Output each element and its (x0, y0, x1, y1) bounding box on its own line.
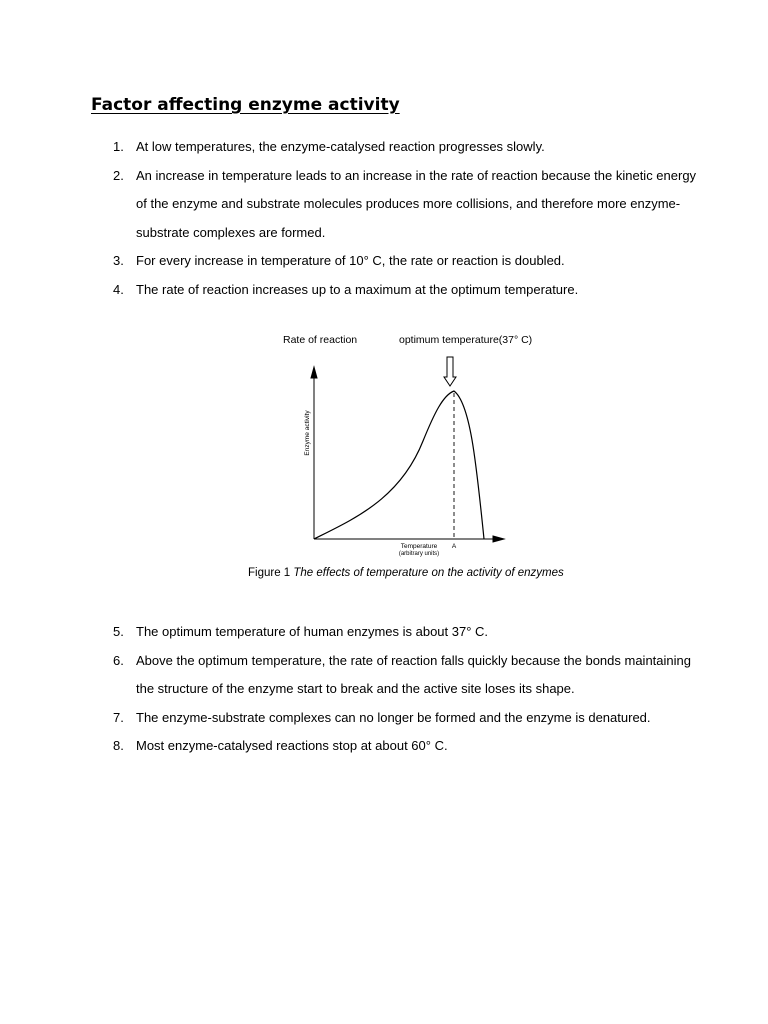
item-text: An increase in temperature leads to an increase in the rate of reaction because the kinetic energy of the enzyme and substrate molecules produces more collisions, and therefore more enzyme-substrate complexes are formed. (136, 167, 697, 240)
x-axis-label: Temperature (400, 543, 438, 550)
item-number: 8. (113, 738, 124, 753)
figure-label-rate: Rate of reaction (283, 334, 358, 346)
y-axis (311, 367, 317, 539)
item-text: Most enzyme-catalysed reactions stop at about 60° C. (136, 738, 448, 753)
item-number: 2. (113, 167, 124, 183)
list-item (0, 162, 768, 248)
item-text: At low temperatures, the enzyme-catalysed reaction progresses slowly. (136, 139, 545, 154)
down-arrow-icon (444, 357, 456, 386)
y-axis-label: Enzyme activity (304, 410, 311, 456)
figure-label-optimum: optimum temperature(37° C) (399, 334, 533, 346)
list-item (0, 276, 768, 305)
item-number: 6. (113, 652, 124, 668)
points-list-1 (0, 133, 768, 304)
item-number: 3. (113, 253, 124, 268)
optimum-point-label: A (451, 543, 457, 550)
item-text: The rate of reaction increases up to a maximum at the optimum temperature. (136, 281, 579, 297)
list-item (0, 618, 768, 647)
item-number: 1. (113, 139, 124, 154)
item-text: The enzyme-substrate complexes can no longer be formed and the enzyme is denatured. (136, 709, 651, 725)
enzyme-temperature-figure (0, 326, 768, 586)
list-item (0, 133, 768, 162)
list-item (0, 247, 768, 276)
item-number: 7. (113, 709, 124, 725)
enzyme-activity-curve (314, 391, 484, 539)
page-title: Factor affecting enzyme activity (91, 95, 400, 115)
list-item (0, 732, 768, 761)
figure-caption-prefix: Figure 1 (248, 567, 291, 579)
item-number: 4. (113, 281, 124, 297)
list-item (0, 647, 768, 704)
figure-caption (248, 567, 564, 579)
x-axis (314, 536, 504, 542)
item-text: For every increase in temperature of 10° C, the rate or reaction is doubled. (136, 253, 565, 268)
points-list-2 (0, 618, 768, 761)
item-text: Above the optimum temperature, the rate of reaction falls quickly because the bonds maintaining the structure of the enzyme start to break and the active site loses its shape. (136, 652, 691, 696)
item-text: The optimum temperature of human enzymes is about 37° C. (136, 624, 489, 639)
list-item (0, 704, 768, 733)
item-number: 5. (113, 624, 124, 639)
figure-caption-text: The effects of temperature on the activity of enzymes (293, 567, 564, 579)
x-axis-label-units: (arbitrary units) (398, 551, 440, 557)
